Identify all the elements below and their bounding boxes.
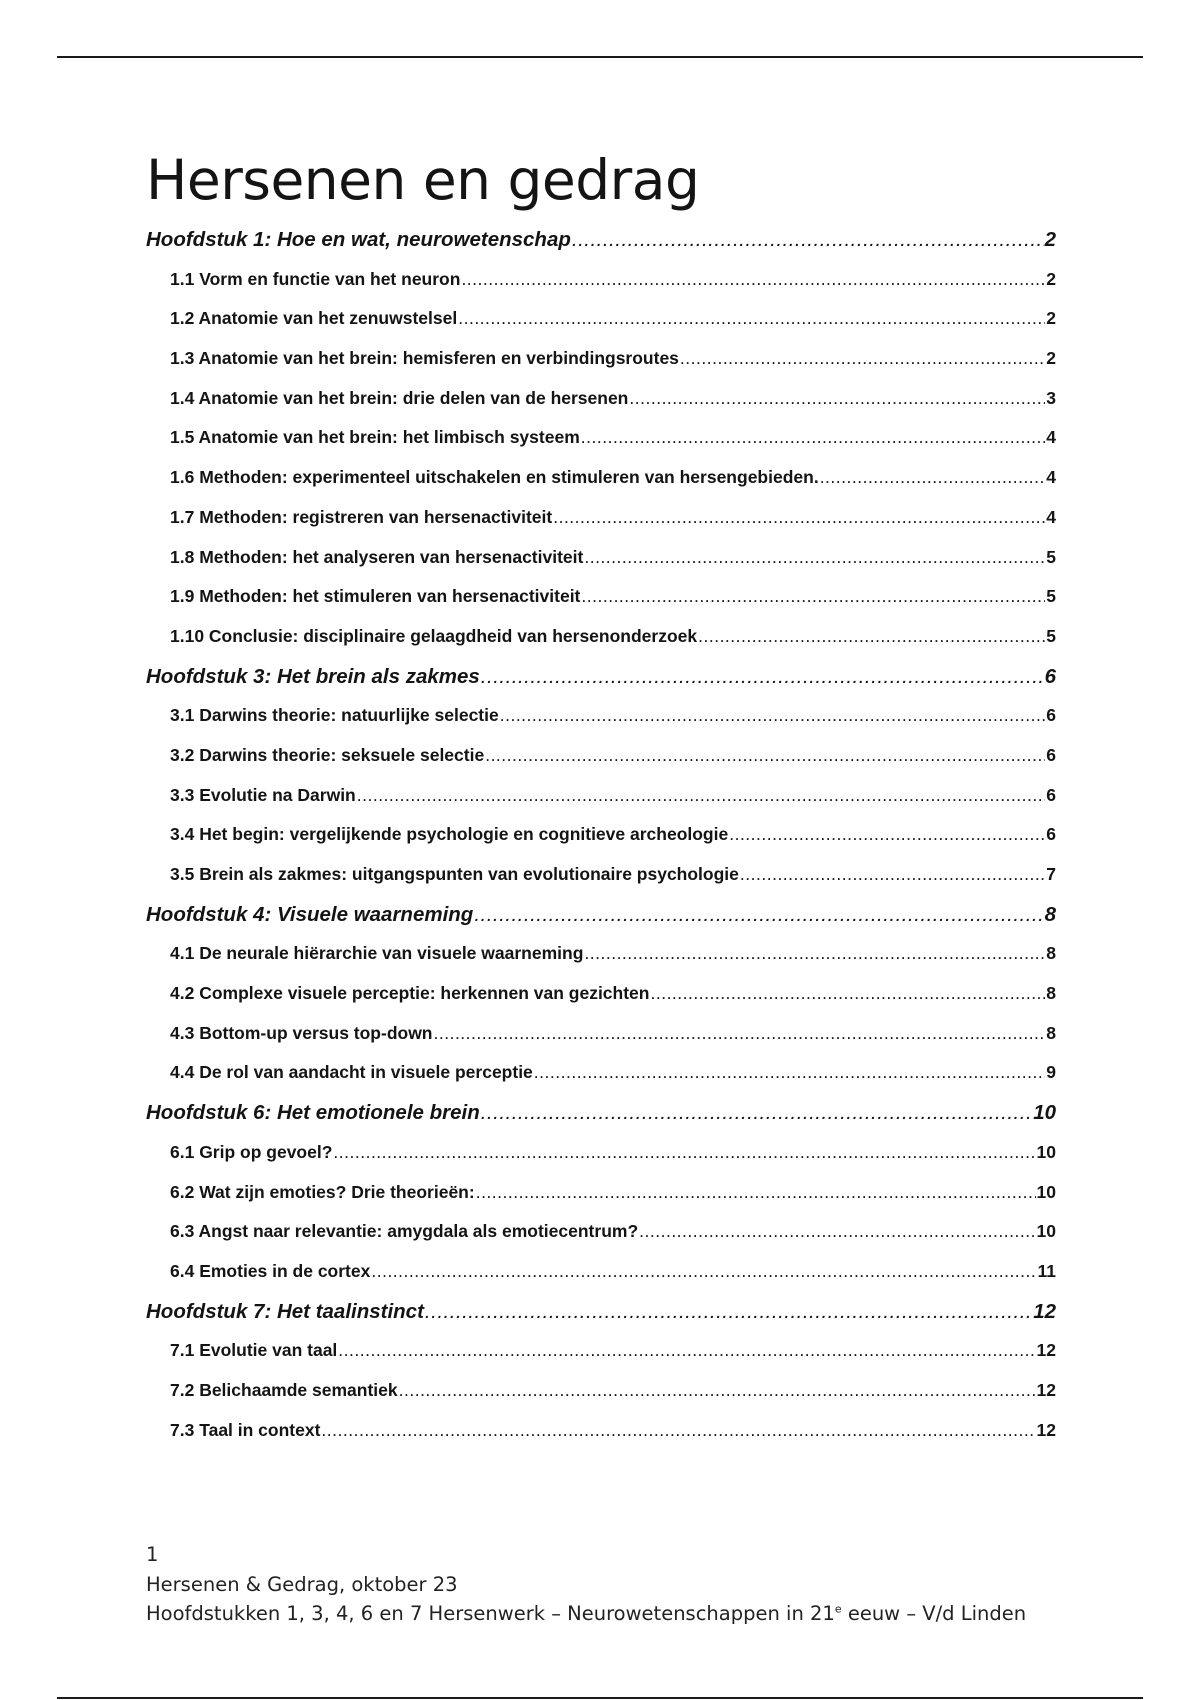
toc-page-number: 12 [1033, 1299, 1056, 1323]
toc-entry-title: 6.3 Angst naar relevantie: amygdala als emotiecentrum? [170, 1221, 639, 1242]
toc-dot-leader [629, 379, 1045, 419]
toc-entry-title: Hoofdstuk 4: Visuele waarneming [146, 902, 474, 926]
toc-page-number: 8 [1046, 1022, 1056, 1043]
toc-section-entry[interactable] [146, 299, 1056, 339]
toc-section-entry[interactable] [146, 379, 1056, 419]
toc-dot-leader [740, 855, 1045, 895]
toc-page-number: 10 [1036, 1141, 1056, 1162]
toc-dot-leader [371, 1252, 1036, 1292]
toc-dot-leader [584, 934, 1045, 974]
toc-entry-title: 4.1 De neurale hiërarchie van visuele waarneming [170, 943, 584, 964]
toc-dot-leader [338, 1331, 1035, 1371]
toc-dot-leader [650, 974, 1045, 1014]
toc-page-number: 6 [1046, 824, 1056, 845]
footer-line-2 [146, 1599, 1026, 1629]
toc-entry-title: Hoofdstuk 7: Het taalinstinct [146, 1299, 424, 1323]
toc-dot-leader [425, 1292, 1032, 1332]
toc-entry-title: 3.2 Darwins theorie: seksuele selectie [170, 744, 485, 765]
toc-entry-title: 4.2 Complexe visuele perceptie: herkennen van gezichten [170, 983, 650, 1004]
toc-page-number: 7 [1046, 864, 1056, 884]
toc-dot-leader [481, 1093, 1032, 1133]
toc-entry-title: 1.1 Vorm en functie van het neuron [170, 268, 461, 289]
toc-section-entry[interactable] [146, 934, 1056, 974]
toc-section-entry[interactable] [146, 458, 1056, 498]
toc-page-number: 5 [1046, 625, 1056, 646]
toc-section-entry[interactable] [146, 1014, 1056, 1054]
table-of-contents [146, 220, 1056, 1450]
toc-dot-leader [572, 220, 1044, 260]
toc-section-entry[interactable] [146, 696, 1056, 736]
toc-page-number: 2 [1044, 228, 1056, 251]
toc-dot-leader [434, 1014, 1046, 1054]
footer-line-2-start: Hoofdstukken 1, 3, 4, 6 en 7 Hersenwerk – Neurowetenschappen in 21 [146, 1602, 835, 1625]
toc-section-entry[interactable] [146, 1133, 1056, 1173]
toc-page-number: 6 [1044, 664, 1056, 688]
toc-entry-title: Hoofdstuk 1: Hoe en wat, neurowetenschap [146, 228, 571, 251]
toc-entry-title: 1.4 Anatomie van het brein: drie delen van de hersenen [170, 387, 629, 408]
toc-entry-title: 1.2 Anatomie van het zenuwstelsel [170, 308, 458, 329]
toc-dot-leader [461, 260, 1045, 300]
toc-entry-title: 1.8 Methoden: het analyseren van hersenactiviteit [170, 546, 584, 567]
toc-dot-leader [639, 1212, 1035, 1252]
toc-page-number: 4 [1046, 506, 1056, 527]
toc-entry-title: 6.2 Wat zijn emoties? Drie theorieën: [170, 1181, 475, 1202]
toc-page-number: 12 [1036, 1419, 1056, 1440]
toc-entry-title: 4.3 Bottom-up versus top-down [170, 1022, 433, 1043]
toc-entry-title: Hoofdstuk 6: Het emotionele brein [146, 1101, 480, 1125]
toc-page-number: 3 [1046, 387, 1056, 408]
toc-page-number: 8 [1046, 943, 1056, 964]
toc-section-entry[interactable] [146, 538, 1056, 578]
toc-dot-leader [500, 696, 1046, 736]
bottom-rule [57, 1697, 1143, 1699]
toc-entry-title: 1.7 Methoden: registreren van hersenactiviteit [170, 506, 553, 527]
toc-section-entry[interactable] [146, 776, 1056, 816]
footer-line-1: Hersenen & Gedrag, oktober 23 [146, 1572, 458, 1596]
toc-dot-leader [474, 895, 1043, 935]
toc-page-number: 8 [1046, 983, 1056, 1004]
toc-page-number: 4 [1046, 427, 1056, 448]
footer-line-2-end: eeuw – V/d Linden [841, 1602, 1027, 1625]
toc-section-entry[interactable] [146, 1053, 1056, 1093]
toc-section-entry[interactable] [146, 1252, 1056, 1292]
toc-dot-leader [698, 617, 1045, 657]
toc-dot-leader [581, 418, 1046, 458]
toc-section-entry[interactable] [146, 855, 1056, 895]
toc-dot-leader [534, 1053, 1045, 1093]
toc-page-number: 6 [1046, 784, 1056, 805]
toc-section-entry[interactable] [146, 1173, 1056, 1213]
toc-page-number: 4 [1046, 467, 1056, 488]
toc-chapter-entry[interactable] [146, 1093, 1056, 1133]
toc-page-number: 10 [1033, 1101, 1056, 1125]
toc-entry-title: 6.4 Emoties in de cortex [170, 1260, 371, 1281]
toc-chapter-entry[interactable] [146, 657, 1056, 697]
toc-dot-leader [333, 1133, 1035, 1173]
toc-entry-title: 7.3 Taal in context [170, 1419, 321, 1440]
toc-entry-title: 4.4 De rol van aandacht in visuele perceptie [170, 1062, 533, 1083]
page-footer [146, 1540, 1026, 1629]
footer-line-2-superscript: e [834, 1602, 842, 1616]
toc-page-number: 11 [1037, 1260, 1056, 1281]
document-title: Hersenen en gedrag [146, 148, 700, 212]
toc-entry-title: 7.1 Evolutie van taal [170, 1340, 338, 1361]
toc-page-number: 10 [1036, 1221, 1056, 1242]
toc-section-entry[interactable] [146, 418, 1056, 458]
toc-page-number: 6 [1046, 744, 1056, 765]
toc-dot-leader [584, 538, 1045, 578]
toc-dot-leader [458, 299, 1045, 339]
toc-section-entry[interactable] [146, 498, 1056, 538]
toc-dot-leader [729, 815, 1045, 855]
toc-entry-title: 1.10 Conclusie: disciplinaire gelaagdheid van hersenonderzoek [170, 625, 698, 646]
toc-dot-leader [553, 498, 1045, 538]
toc-chapter-entry[interactable] [146, 895, 1056, 935]
toc-page-number: 2 [1046, 348, 1056, 369]
toc-entry-title: 1.3 Anatomie van het brein: hemisferen en verbindingsroutes [170, 348, 679, 369]
toc-page-number: 2 [1046, 268, 1056, 289]
toc-page-number: 10 [1036, 1181, 1056, 1202]
toc-page-number: 6 [1046, 705, 1056, 726]
toc-entry-title: 3.3 Evolutie na Darwin [170, 784, 356, 805]
toc-entry-title: 3.4 Het begin: vergelijkende psychologie en cognitieve archeologie [170, 824, 729, 845]
toc-dot-leader [357, 776, 1046, 816]
toc-entry-title: 7.2 Belichaamde semantiek [170, 1379, 398, 1400]
footer-page-number: 1 [146, 1543, 159, 1566]
toc-entry-title: 6.1 Grip op gevoel? [170, 1141, 333, 1162]
toc-section-entry[interactable] [146, 1411, 1056, 1451]
toc-entry-title: 3.1 Darwins theorie: natuurlijke selectie [170, 705, 499, 726]
toc-section-entry[interactable] [146, 1371, 1056, 1411]
toc-chapter-entry[interactable] [146, 1292, 1056, 1332]
toc-page-number: 12 [1036, 1379, 1056, 1400]
toc-page-number: 12 [1036, 1340, 1056, 1361]
toc-entry-title: 1.6 Methoden: experimenteel uitschakelen en stimuleren van hersengebieden. [170, 467, 819, 488]
toc-section-entry[interactable] [146, 736, 1056, 776]
toc-dot-leader [581, 577, 1045, 617]
toc-dot-leader [820, 458, 1046, 498]
toc-dot-leader [321, 1411, 1035, 1451]
toc-dot-leader [399, 1371, 1036, 1411]
document-body [146, 140, 1056, 1450]
toc-entry-title: Hoofdstuk 3: Het brein als zakmes [146, 664, 480, 688]
toc-page-number: 5 [1046, 586, 1056, 607]
toc-entry-title: 3.5 Brein als zakmes: uitgangspunten van evolutionaire psychologie [170, 864, 739, 884]
toc-section-entry[interactable] [146, 974, 1056, 1014]
toc-dot-leader [476, 1173, 1036, 1213]
toc-section-entry[interactable] [146, 1212, 1056, 1252]
toc-page-number: 8 [1044, 902, 1056, 926]
top-rule [57, 56, 1143, 58]
toc-chapter-entry[interactable] [146, 220, 1056, 260]
toc-page-number: 9 [1046, 1062, 1056, 1083]
toc-dot-leader [485, 736, 1045, 776]
toc-section-entry[interactable] [146, 577, 1056, 617]
toc-section-entry[interactable] [146, 815, 1056, 855]
toc-page-number: 5 [1046, 546, 1056, 567]
toc-section-entry[interactable] [146, 617, 1056, 657]
toc-page-number: 2 [1046, 308, 1056, 329]
toc-section-entry[interactable] [146, 1331, 1056, 1371]
toc-entry-title: 1.9 Methoden: het stimuleren van hersenactiviteit [170, 586, 581, 607]
toc-dot-leader [680, 339, 1045, 379]
toc-entry-title: 1.5 Anatomie van het brein: het limbisch systeem [170, 427, 580, 448]
toc-section-entry[interactable] [146, 339, 1056, 379]
toc-dot-leader [481, 657, 1044, 697]
toc-section-entry[interactable] [146, 260, 1056, 300]
